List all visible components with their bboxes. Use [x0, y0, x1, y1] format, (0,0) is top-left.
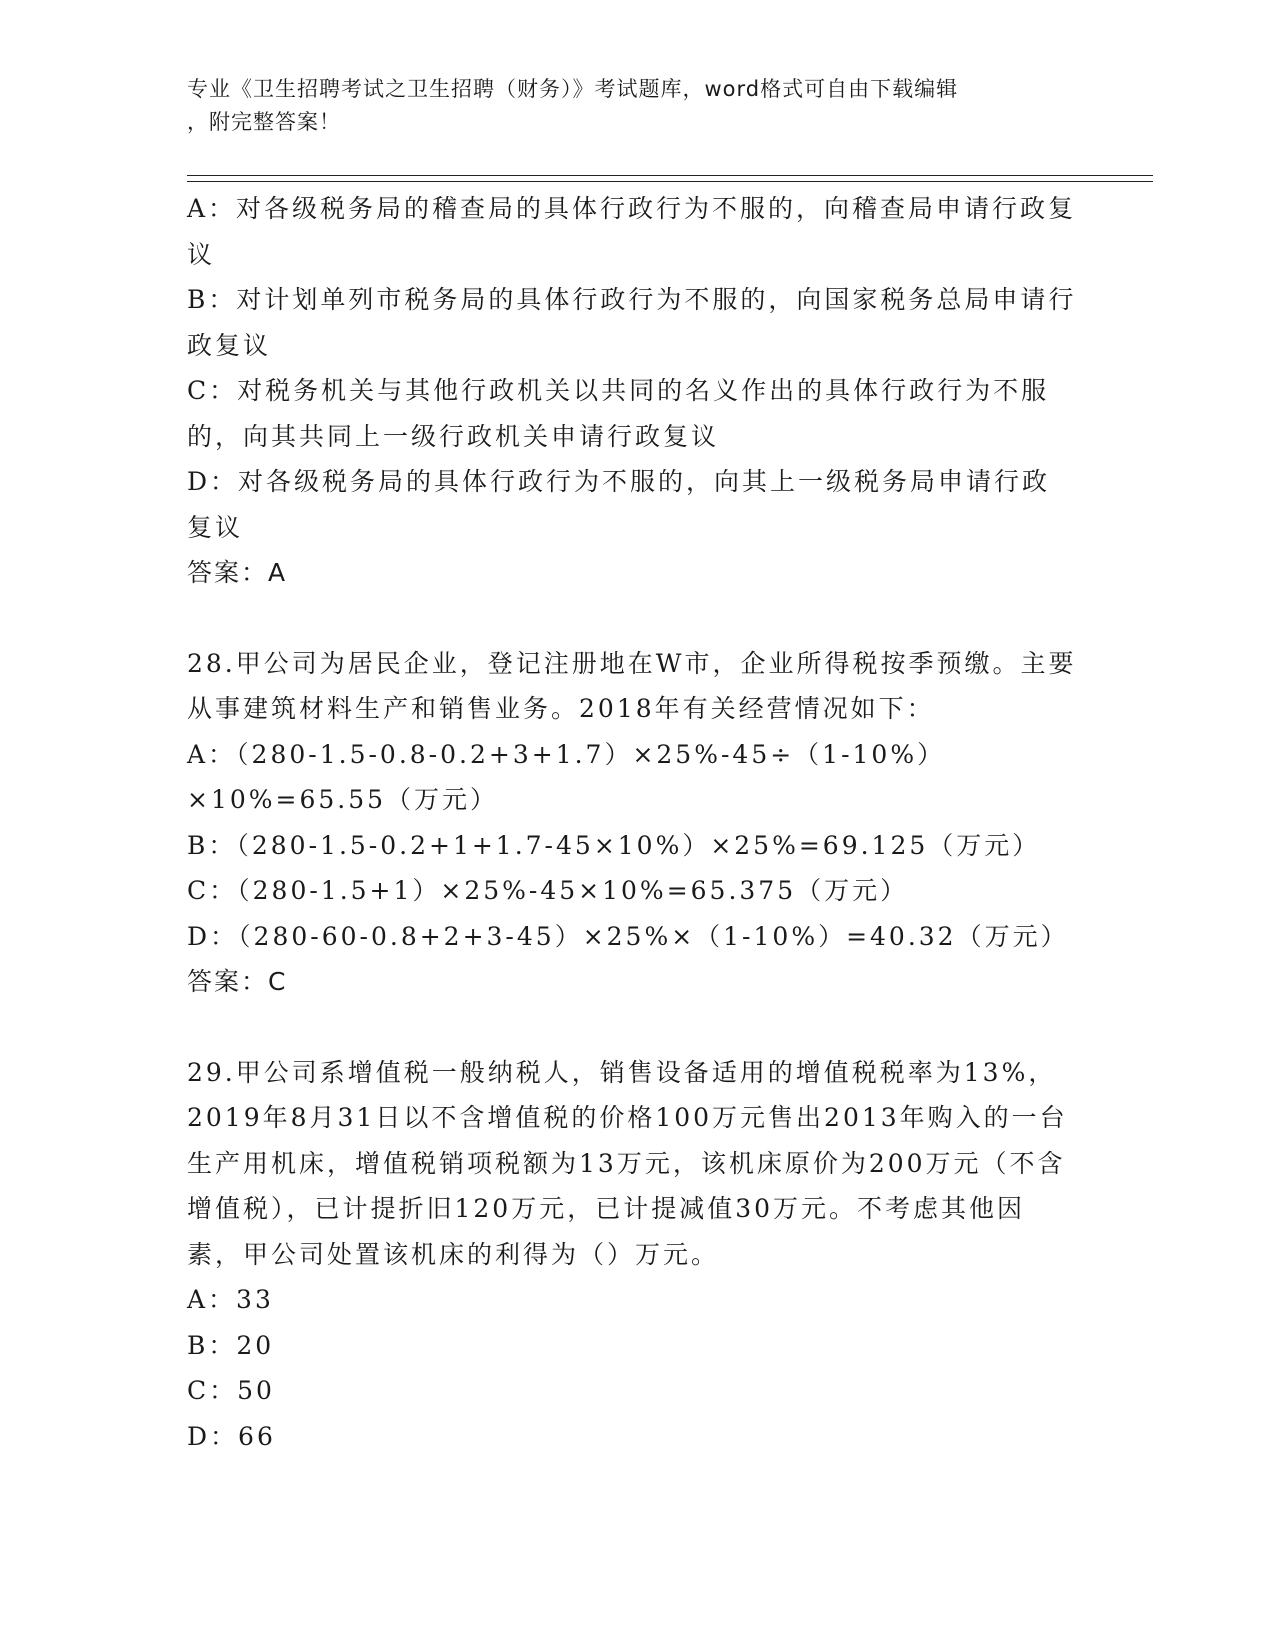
- option-a: A：33: [187, 1285, 274, 1314]
- answer: 答案：A: [187, 558, 288, 587]
- option-d: D：对各级税务局的具体行政行为不服的，向其上一级税务局申请行政复议: [187, 467, 1051, 542]
- option-d: D：（280-60-0.8+2+3-45）×25%×（1-10%）=40.32（万元）: [187, 921, 1069, 951]
- option-a: A：对各级税务局的稽查局的具体行政行为不服的，向稽查局申请行政复议: [187, 194, 1077, 269]
- option-c: C：（280-1.5+1）×25%-45×10%=65.375（万元）: [187, 876, 909, 905]
- spacer: [187, 1005, 1077, 1050]
- header-divider-top: [187, 175, 1153, 176]
- option-a: A：（280-1.5-0.8-0.2+3+1.7）×25%-45÷（1-10%）×10%=65.55（万元）: [187, 739, 946, 814]
- option-b: B：20: [187, 1330, 275, 1360]
- question-28: [187, 641, 1077, 1005]
- option-c: C：对税务机关与其他行政机关以共同的名义作出的具体行政行为不服的，向其共同上一级行政机关申请行政复议: [187, 376, 1050, 451]
- header-line-2: ，附完整答案！: [187, 110, 341, 134]
- answer: 答案：C: [187, 967, 288, 996]
- header-divider-bottom: [187, 181, 1153, 182]
- question-stem: 28.甲公司为居民企业，登记注册地在W市，企业所得税按季预缴。主要从事建筑材料生产和销售业务。2018年有关经营情况如下：: [187, 648, 1077, 723]
- header-line-1: 专业《卫生招聘考试之卫生招聘（财务）》考试题库，word格式可自由下载编辑: [187, 77, 959, 101]
- question-stem: 29.甲公司系增值税一般纳税人，销售设备适用的增值税税率为13%，2019年8月31日以不含增值税的价格100万元售出2013年购入的一台生产用机床，增值税销项税额为13万元，该机床原价为200万元（不含增值税），已计提折旧120万元，已计提减值30万元。不考虑其他因素，甲公司处置该机床的利得为（）万元。: [187, 1057, 1068, 1269]
- option-b: B：对计划单列市税务局的具体行政行为不服的，向国家税务总局申请行政复议: [187, 285, 1077, 360]
- question-29: [187, 1050, 1077, 1460]
- document-header: [187, 73, 1067, 139]
- spacer: [187, 596, 1077, 641]
- question-27: [187, 186, 1077, 596]
- option-c: C：50: [187, 1376, 275, 1405]
- option-d: D：66: [187, 1421, 276, 1451]
- document-body: [187, 186, 1077, 1459]
- option-b: B：（280-1.5-0.2+1+1.7-45×10%）×25%=69.125（万元）: [187, 830, 1041, 860]
